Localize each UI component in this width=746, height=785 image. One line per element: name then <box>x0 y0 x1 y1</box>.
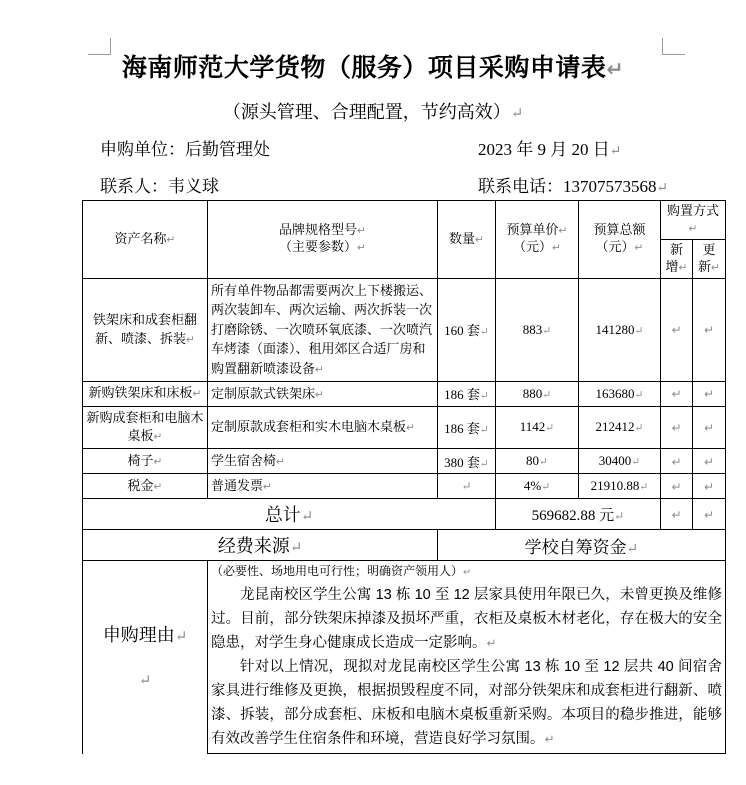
pilcrow-mark: ↵ <box>479 391 489 403</box>
pilcrow-mark: ↵ <box>671 387 682 402</box>
header-unit-price-line2-text: （元） <box>513 239 553 255</box>
pilcrow-mark: ↵ <box>300 509 314 526</box>
pilcrow-mark: ↵ <box>153 480 163 493</box>
cell-method-update <box>693 278 726 381</box>
cell-spec <box>208 278 438 381</box>
cell-total-price-text: 141280 <box>595 321 635 337</box>
header-unit-price-line1-text: 预算单价 <box>506 222 559 238</box>
contact-person: 联系人：韦义球 <box>100 177 219 196</box>
page-title <box>0 48 746 84</box>
header-unit-price-line2 <box>499 239 575 256</box>
total-method-update <box>693 499 726 530</box>
total-value-text: 569682.88 元 <box>531 507 615 524</box>
cell-unit-price <box>496 278 579 381</box>
header-purchase-method <box>661 201 726 240</box>
cell-unit-price-text: 880 <box>522 385 543 401</box>
pilcrow-mark: ↵ <box>186 333 195 346</box>
header-spec-line2 <box>211 239 434 256</box>
pilcrow-mark: ↵ <box>510 106 524 122</box>
pilcrow-mark: ↵ <box>406 422 415 435</box>
cell-total-price-text: 21910.88 <box>590 478 640 494</box>
cell-method-update <box>693 406 726 449</box>
cell-asset-name <box>83 278 208 381</box>
cell-total-price-text: 30400 <box>598 453 632 469</box>
pilcrow-mark: ↵ <box>614 508 625 523</box>
page-title-text: 海南师范大学货物（服务）项目采购申请表 <box>121 54 607 82</box>
cell-spec-text: 学生宿舍椅 <box>211 453 277 469</box>
cell-spec-text: 定制原款式铁架床 <box>211 385 316 401</box>
header-asset-name <box>83 201 208 279</box>
pilcrow-mark: ↵ <box>703 479 715 494</box>
cell-quantity-text: 160 套 <box>444 323 480 339</box>
cell-total-price-text: 163680 <box>595 385 635 401</box>
header-total-price-line1 <box>582 222 657 239</box>
pilcrow-mark: ↵ <box>671 507 682 522</box>
pilcrow-mark: ↵ <box>703 454 715 469</box>
reason-hint <box>208 561 726 582</box>
header-total-price <box>579 201 661 279</box>
pilcrow-mark: ↵ <box>609 144 622 159</box>
pilcrow-mark: ↵ <box>688 222 698 235</box>
cell-quantity-text: 186 套 <box>444 387 480 403</box>
pilcrow-mark: ↵ <box>276 456 285 469</box>
pilcrow-mark: ↵ <box>166 233 176 246</box>
cell-asset-name-text: 铁架床和成套柜翻新、喷漆、拆装 <box>92 311 197 346</box>
procurement-table <box>82 200 726 754</box>
cell-method-new <box>661 406 693 449</box>
header-total-price-line2 <box>582 239 657 256</box>
cell-asset-name <box>83 406 208 449</box>
cell-asset-name-text: 新购成套柜和电脑木桌板 <box>86 409 204 444</box>
reason-hint-text: （必要性、场地用电可行性；明确资产领用人） <box>211 564 464 579</box>
cell-quantity <box>438 278 496 381</box>
pilcrow-mark: ↵ <box>558 225 568 238</box>
funding-label <box>83 530 438 561</box>
cell-unit-price <box>496 474 579 499</box>
table-row <box>83 381 726 406</box>
pilcrow-mark: ↵ <box>626 541 639 557</box>
pilcrow-mark: ↵ <box>461 479 472 494</box>
cell-spec <box>208 474 438 499</box>
cell-unit-price <box>496 406 579 449</box>
cell-quantity <box>438 406 496 449</box>
header-method-new-line2 <box>664 259 689 276</box>
pilcrow-mark: ↵ <box>541 482 551 494</box>
header-quantity <box>438 201 496 279</box>
header-method-update-line2-text: 新 <box>698 258 712 274</box>
header-total-price-line2-text: （元） <box>595 239 635 255</box>
header-purchase-method-text: 购置方式 <box>667 203 720 218</box>
cell-asset-name <box>83 449 208 474</box>
table-funding-row <box>83 530 726 561</box>
pilcrow-mark: ↵ <box>542 325 552 337</box>
reason-paragraph-1-text: 龙昆南校区学生公寓 13 栋 10 至 12 层家具使用年限已久，未曾更换及维修过。目前，部分铁架床掉漆及损坏严重，衣柜及桌板木材老化，存在极大的安全隐患，对学生身心健康成长造成一定影响。 <box>211 586 723 651</box>
cell-asset-name <box>83 474 208 499</box>
contact-phone <box>478 172 668 197</box>
reason-paragraph-2 <box>211 656 722 752</box>
pilcrow-mark: ↵ <box>192 388 202 401</box>
pilcrow-mark: ↵ <box>552 242 561 255</box>
cell-spec-text: 所有单件物品都需要两次上下楼搬运、两次装卸车、两次运输、两次拆装一次打磨除锈、一次喷环氧底漆、一次喷汽车烤漆（面漆）、租用郊区合适厂房和购置翻新喷漆设备 <box>211 282 433 376</box>
pilcrow-mark: ↵ <box>315 363 324 376</box>
header-method-new-line1-text: 新 <box>669 241 683 257</box>
pilcrow-mark: ↵ <box>289 540 303 557</box>
table-row <box>83 278 726 381</box>
table-header-row <box>83 201 726 240</box>
header-method-update-line2 <box>696 259 722 276</box>
pilcrow-mark: ↵ <box>357 242 366 255</box>
pilcrow-mark: ↵ <box>545 423 555 435</box>
cell-unit-price <box>496 381 579 406</box>
pilcrow-mark: ↵ <box>479 458 489 470</box>
cell-quantity-text: 186 套 <box>444 420 480 436</box>
header-asset-name-text: 资产名称 <box>114 230 167 246</box>
cell-method-update <box>693 474 726 499</box>
pilcrow-mark: ↵ <box>475 233 484 246</box>
meta-row-contact <box>100 172 678 197</box>
pilcrow-mark: ↵ <box>263 481 272 494</box>
pilcrow-mark: ↵ <box>671 323 682 338</box>
cell-method-new <box>661 278 693 381</box>
funding-value <box>438 530 726 561</box>
reason-label-line2 <box>86 658 204 701</box>
reason-paragraph-1 <box>211 584 722 656</box>
application-date <box>478 135 621 160</box>
cell-method-update <box>693 381 726 406</box>
reason-label <box>83 561 208 754</box>
table-row <box>83 474 726 499</box>
cell-asset-name-text: 税金 <box>127 477 154 493</box>
cell-quantity <box>438 474 496 499</box>
pilcrow-mark: ↵ <box>631 457 641 469</box>
cell-spec-text: 普通发票 <box>211 478 264 494</box>
pilcrow-mark: ↵ <box>634 242 644 255</box>
pilcrow-mark: ↵ <box>703 323 715 338</box>
header-spec-line1-text: 品牌规格型号 <box>279 222 358 238</box>
cell-method-new <box>661 381 693 406</box>
header-spec-line2-text: （主要参数） <box>279 239 358 255</box>
pilcrow-mark: ↵ <box>153 455 163 468</box>
pilcrow-mark: ↵ <box>703 507 715 522</box>
total-label <box>83 499 496 530</box>
pilcrow-mark: ↵ <box>634 325 644 337</box>
total-value <box>496 499 661 530</box>
header-method-update <box>693 239 726 278</box>
cell-total-price <box>579 381 661 406</box>
cell-quantity-text: 380 套 <box>444 454 480 470</box>
header-unit-price <box>496 201 579 279</box>
cell-unit-price-text: 883 <box>522 321 543 337</box>
contact-phone-text: 联系电话：13707573568 <box>478 177 657 196</box>
funding-label-text: 经费来源 <box>217 536 290 557</box>
meta-row-unit <box>100 135 678 160</box>
pilcrow-mark: ↵ <box>357 225 366 238</box>
cell-method-new <box>661 474 693 499</box>
reason-body <box>208 582 726 754</box>
funding-value-text: 学校自筹资金 <box>524 537 627 557</box>
pilcrow-mark: ↵ <box>639 482 649 494</box>
pilcrow-mark: ↵ <box>678 261 688 274</box>
pilcrow-mark: ↵ <box>671 479 682 494</box>
cell-asset-name-text: 新购铁架床和床板 <box>88 385 193 401</box>
cell-total-price <box>579 406 661 449</box>
table-total-row <box>83 499 726 530</box>
header-unit-price-line1 <box>499 222 575 239</box>
pilcrow-mark: ↵ <box>671 420 682 435</box>
pilcrow-mark: ↵ <box>463 567 472 579</box>
reason-label-text: 申购理由 <box>102 625 175 646</box>
pilcrow-mark: ↵ <box>711 261 720 274</box>
total-method-new <box>661 499 693 530</box>
page-subtitle <box>0 98 746 124</box>
header-method-new-line2-text: 增 <box>665 258 679 274</box>
cell-spec <box>208 449 438 474</box>
header-spec-line1 <box>211 222 434 239</box>
pilcrow-mark: ↵ <box>486 635 497 650</box>
cell-unit-price-text: 80 <box>526 453 540 469</box>
cell-total-price-text: 212412 <box>595 419 635 435</box>
table-row <box>83 406 726 449</box>
pilcrow-mark: ↵ <box>544 731 555 746</box>
cell-asset-name-text: 椅子 <box>127 452 154 468</box>
cell-unit-price-text: 1142 <box>519 419 546 435</box>
reason-label-line1 <box>86 614 204 657</box>
header-method-update-line1-text: 更 <box>702 241 716 257</box>
cell-spec <box>208 381 438 406</box>
header-spec <box>208 201 438 279</box>
pilcrow-mark: ↵ <box>539 457 548 469</box>
applicant-unit: 申购单位：后勤管理处 <box>100 140 270 159</box>
header-method-new <box>661 239 693 278</box>
cell-total-price <box>579 449 661 474</box>
pilcrow-mark: ↵ <box>703 420 715 435</box>
cell-spec <box>208 406 438 449</box>
pilcrow-mark: ↵ <box>634 389 644 401</box>
cell-unit-price-text: 4% <box>523 478 542 494</box>
pilcrow-mark: ↵ <box>174 629 188 646</box>
header-quantity-text: 数量 <box>449 230 476 246</box>
pilcrow-mark: ↵ <box>138 672 152 689</box>
pilcrow-mark: ↵ <box>606 58 625 81</box>
pilcrow-mark: ↵ <box>703 387 715 402</box>
header-method-new-line1 <box>664 242 689 259</box>
cell-quantity <box>438 381 496 406</box>
pilcrow-mark: ↵ <box>542 389 552 401</box>
pilcrow-mark: ↵ <box>479 327 489 339</box>
total-label-text: 总计 <box>264 505 301 526</box>
pilcrow-mark: ↵ <box>671 454 682 469</box>
pilcrow-mark: ↵ <box>634 423 644 435</box>
header-method-update-line1 <box>696 242 722 259</box>
cell-spec-text: 定制原款成套柜和实木电脑木桌板 <box>211 419 407 435</box>
cell-method-new <box>661 449 693 474</box>
table-row <box>83 449 726 474</box>
page-subtitle-text: （源头管理、合理配置，节约高效） <box>222 102 511 122</box>
reason-paragraph-2-text: 针对以上情况，现拟对龙昆南校区学生公寓 13 栋 10 至 12 层共 40 间宿舍家具进行维修及更换，根据损毁程度不同，对部分铁架床和成套柜进行翻新、喷漆、拆装，部分成套柜、床板和电脑木桌板重新采购。本项目的稳步推进，能够有效改善学生住宿条件和环境，营造良好学习氛围。 <box>211 658 723 747</box>
cell-quantity <box>438 449 496 474</box>
header-total-price-line1-text: 预算总额 <box>593 222 646 238</box>
pilcrow-mark: ↵ <box>315 388 324 401</box>
cell-method-update <box>693 449 726 474</box>
pilcrow-mark: ↵ <box>656 181 669 196</box>
table-reason-hint-row <box>83 561 726 582</box>
cell-total-price <box>579 278 661 381</box>
application-date-text: 2023 年 9 月 20 日 <box>478 140 610 159</box>
cell-unit-price <box>496 449 579 474</box>
cell-total-price <box>579 474 661 499</box>
pilcrow-mark: ↵ <box>479 424 489 436</box>
cell-asset-name <box>83 381 208 406</box>
pilcrow-mark: ↵ <box>153 431 163 444</box>
